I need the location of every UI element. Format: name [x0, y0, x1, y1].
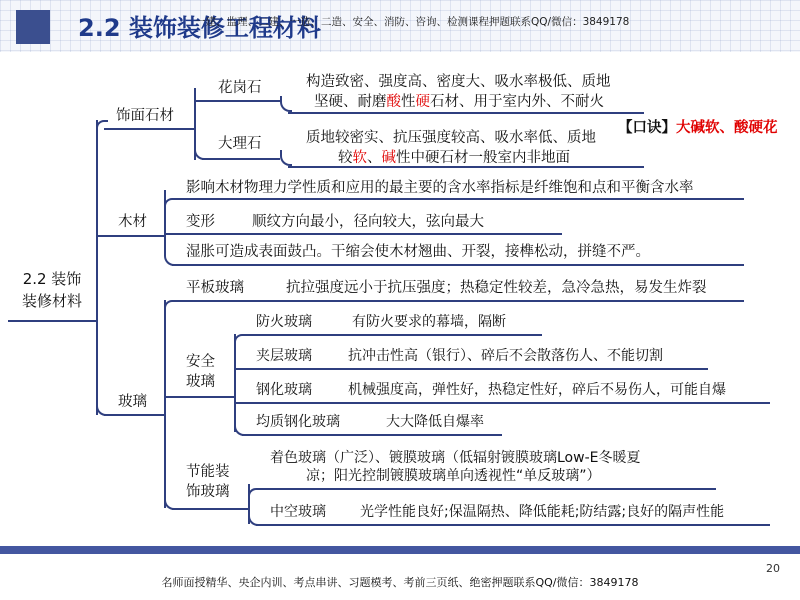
fire-glass-name: 防火玻璃 [256, 314, 312, 330]
energy-glass-label-line1: 节能装 [186, 464, 230, 480]
coated-glass-line2: 凉；阳光控制镀膜玻璃单向透视性“单反玻璃”） [306, 468, 601, 484]
tempered-glass-name: 钢化玻璃 [256, 382, 312, 398]
granite-hard-highlight: 硬 [415, 94, 430, 110]
wood-deform-underline [166, 233, 562, 235]
energy-glass-underline [172, 508, 248, 510]
marble-desc-line2 [338, 148, 570, 168]
granite-label: 花岗石 [218, 80, 262, 96]
granite-underline [196, 100, 280, 102]
wood-item3-underline [172, 264, 744, 266]
header-watermark: 一建、监理、二建、一造、二造、安全、消防、咨询、检测课程押题联系QQ/微信：3849178 [195, 16, 630, 28]
root-underline [8, 320, 96, 322]
page-title: 2.2 装饰装修工程材料 [78, 14, 321, 42]
main-spine [96, 120, 98, 415]
wood-label: 木材 [118, 214, 147, 230]
granite-desc-part-c: 石材、用于室内外、不耐火 [430, 94, 604, 110]
marble-desc-part-b: 、 [367, 150, 382, 166]
wood-item-swelling: 湿胀可造成表面鼓凸。干缩会使木材翘曲、开裂，接榫松动，拼缝不严。 [186, 244, 650, 260]
marble-label: 大理石 [218, 136, 262, 152]
stone-label: 饰面石材 [116, 108, 174, 124]
laminated-glass-desc: 抗冲击性高（银行）、碎后不会散落伤人、不能切割 [348, 348, 663, 364]
wood-item1-underline [172, 198, 744, 200]
glass-label: 玻璃 [118, 394, 147, 410]
flat-glass-underline [172, 300, 744, 302]
flat-glass-text: 抗拉强度远小于抗压强度；热稳定性较差，急冷急热，易发生炸裂 [286, 280, 707, 296]
energy-glass-label-line2: 饰玻璃 [186, 484, 230, 500]
mnemonic [618, 118, 778, 138]
root-node [12, 268, 92, 312]
stone-connector [96, 120, 108, 128]
marble-desc-part-a: 较 [338, 150, 353, 166]
safety-glass-label-line2: 玻璃 [186, 374, 215, 390]
glass-underline [104, 414, 164, 416]
fire-glass-underline [242, 334, 542, 336]
coated-glass-line1: 着色玻璃（广泛）、镀膜玻璃（低辐射镀膜玻璃Low-E冬暖夏 [270, 450, 641, 466]
homogeneous-glass-underline [242, 434, 502, 436]
header-square-decoration [16, 10, 50, 44]
marble-alkali-highlight: 碱 [381, 150, 396, 166]
marble-underline [202, 158, 280, 160]
granite-desc-part-b: 性 [401, 94, 416, 110]
safety-glass-label-line1: 安全 [186, 354, 215, 370]
granite-desc-underline [288, 112, 644, 114]
hollow-glass-desc: 光学性能良好;保温隔热、降低能耗;防结露;良好的隔声性能 [360, 504, 725, 520]
tempered-glass-underline [236, 402, 770, 404]
marble-desc-connector [280, 150, 292, 166]
safety-glass-underline [166, 396, 234, 398]
hollow-glass-underline [256, 524, 770, 526]
glass-branch-spine [164, 300, 166, 508]
root-label: 2.2 装饰装修材料 [21, 270, 82, 310]
energy-glass-label [186, 462, 230, 502]
safety-branch-spine [234, 334, 236, 432]
page-number: 20 [766, 562, 780, 575]
marble-desc-line1: 质地较密实、抗压强度较高、吸水率低、质地 [306, 130, 596, 146]
wood-deform-label: 变形 [186, 214, 215, 230]
marble-desc-part-c: 性中硬石材一般室内非地面 [396, 150, 570, 166]
granite-acid-highlight: 酸 [386, 94, 401, 110]
homogeneous-glass-name: 均质钢化玻璃 [256, 414, 340, 430]
granite-desc-part-a: 坚硬、耐磨 [314, 94, 387, 110]
flat-glass-label: 平板玻璃 [186, 280, 244, 296]
mnemonic-text: 大碱软、酸硬花 [676, 120, 778, 136]
granite-desc-line2 [314, 92, 604, 112]
wood-branch-spine [164, 190, 166, 250]
safety-glass-label [186, 352, 215, 392]
coated-glass-underline [256, 488, 716, 490]
granite-desc-connector [280, 96, 292, 112]
granite-desc-line1: 构造致密、强度高、密度大、吸水率极低、质地 [306, 74, 611, 90]
marble-soft-highlight: 软 [352, 150, 367, 166]
tempered-glass-desc: 机械强度高，弹性好，热稳定性好，碎后不易伤人，可能自爆 [348, 382, 726, 398]
mnemonic-prefix: 【口诀】 [618, 120, 676, 136]
wood-underline [98, 235, 164, 237]
footer-watermark: 名师面授精华、央企内训、考点串讲、习题模考、考前三页纸、绝密押题联系QQ/微信：3849178 [161, 576, 639, 589]
hollow-glass-name: 中空玻璃 [270, 504, 326, 520]
laminated-glass-underline [236, 368, 708, 370]
homogeneous-glass-desc: 大大降低自爆率 [386, 414, 484, 430]
wood-item-moisture: 影响木材物理力学性质和应用的最主要的含水率指标是纤维饱和点和平衡含水率 [186, 180, 694, 196]
stone-underline [104, 128, 194, 130]
wood-deform-text: 顺纹方向最小，径向较大，弦向最大 [252, 214, 484, 230]
fire-glass-desc: 有防火要求的幕墙，隔断 [352, 314, 506, 330]
marble-desc-underline [288, 166, 644, 168]
laminated-glass-name: 夹层玻璃 [256, 348, 312, 364]
footer-bar [0, 546, 800, 554]
